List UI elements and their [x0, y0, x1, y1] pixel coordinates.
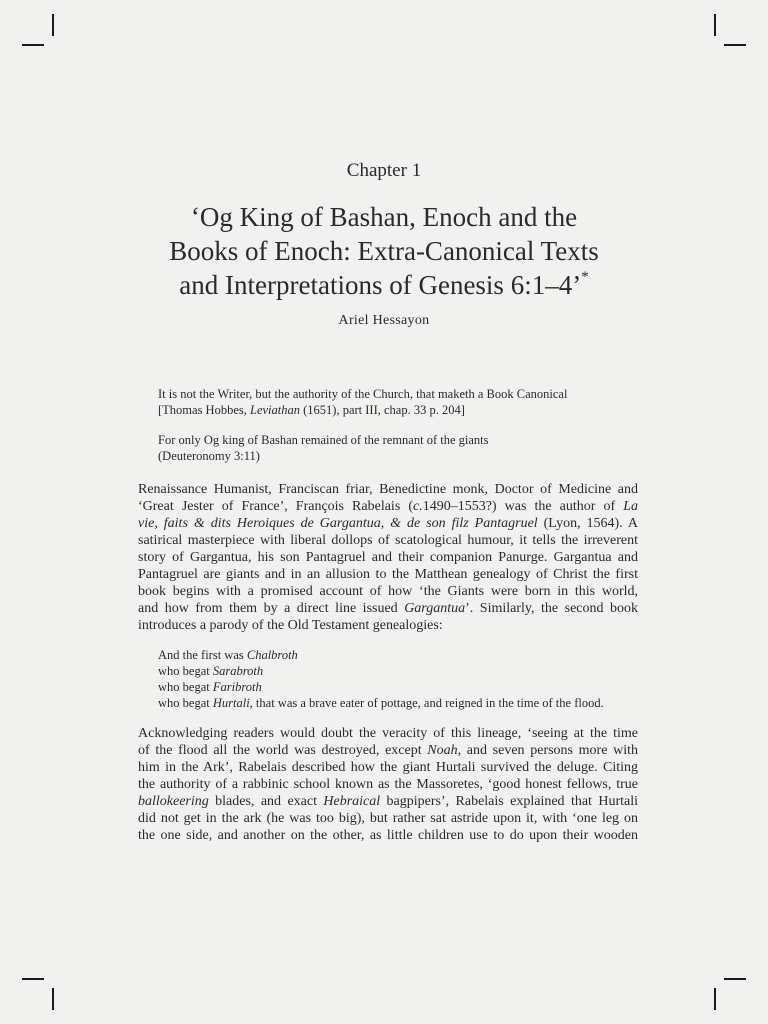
crop-mark-bottom-right-vertical — [714, 988, 716, 1010]
body-paragraph-2: Acknowledging readers would doubt the veracity of this lineage, ‘seeing at the time of the flood all the world was destroyed, except Noah, and seven persons more with him in the Ark’, Rabelais described how the giant Hurtali survived the deluge. Citing the authority of a rabbinic school known as the Massoretes, ‘good honest fellows, true ballokeering blades, and exact Hebraical bagpipers’, Rabelais explained that Hurtali did not get in the ark (he was too big), but rather sat astride upon it, with ‘one leg on the one side, and another on the other, as little children use to do upon their wooden — [138, 726, 638, 843]
crop-mark-bottom-left-vertical — [52, 988, 54, 1010]
crop-mark-top-left-horizontal — [22, 44, 44, 46]
epigraph-source: [Thomas Hobbes, Leviathan (1651), part III, chap. 33 p. 204] — [158, 403, 465, 417]
verse-line: who begat Hurtali, that was a brave eater of pottage, and reigned in the time of the flood. — [158, 696, 604, 710]
epigraph-quote: It is not the Writer, but the authority of the Church, that maketh a Book Canonical — [158, 387, 568, 401]
title-line-2: Books of Enoch: Extra-Canonical Texts — [169, 236, 599, 266]
author-name: Ariel Hessayon — [338, 313, 430, 328]
body-paragraph-1: Renaissance Humanist, Franciscan friar, Benedictine monk, Doctor of Medicine and ‘Great Jester of France’, François Rabelais (c.1490–1553?) was the author of La vie, faits & dits Heroiques de Gargantua, & de son filz Pantagruel (Lyon, 1564). A satirical masterpiece with liberal dollops of scatological humour, it tells the irreverent story of Gargantua, his son Pantagruel and their companion Panurge. Gargantua and Pantagruel are giants and in an allusion to the Matthean genealogy of Christ the first book begins with a promised account of how ‘the Giants were born in this world, and how from them by a direct line issued Gargantua’. Similarly, the second book introduces a parody of the Old Testament genealogies: — [138, 482, 639, 633]
epigraph-source: (Deuteronomy 3:11) — [158, 449, 260, 463]
epigraph-hobbes — [158, 386, 648, 418]
crop-mark-top-left-vertical — [52, 14, 54, 36]
crop-mark-top-right-horizontal — [724, 44, 746, 46]
chapter-label: Chapter 1 — [346, 160, 422, 181]
crop-mark-bottom-left-horizontal — [22, 978, 44, 980]
epigraph-quote: For only Og king of Bashan remained of the remnant of the giants — [158, 433, 489, 447]
crop-mark-bottom-right-horizontal — [724, 978, 746, 980]
title-line-3: and Interpretations of Genesis 6:1–4’* — [179, 269, 589, 300]
crop-mark-top-right-vertical — [714, 14, 716, 36]
verse-line: who begat Sarabroth — [158, 664, 264, 678]
genealogy-verse — [158, 647, 648, 711]
verse-line: who begat Faribroth — [158, 680, 262, 694]
epigraph-deuteronomy — [158, 432, 648, 464]
footnote-mark[interactable]: * — [581, 269, 589, 285]
title-line-1: ‘Og King of Bashan, Enoch and the — [190, 202, 578, 232]
chapter-title — [0, 200, 768, 302]
verse-line: And the first was Chalbroth — [158, 648, 298, 662]
